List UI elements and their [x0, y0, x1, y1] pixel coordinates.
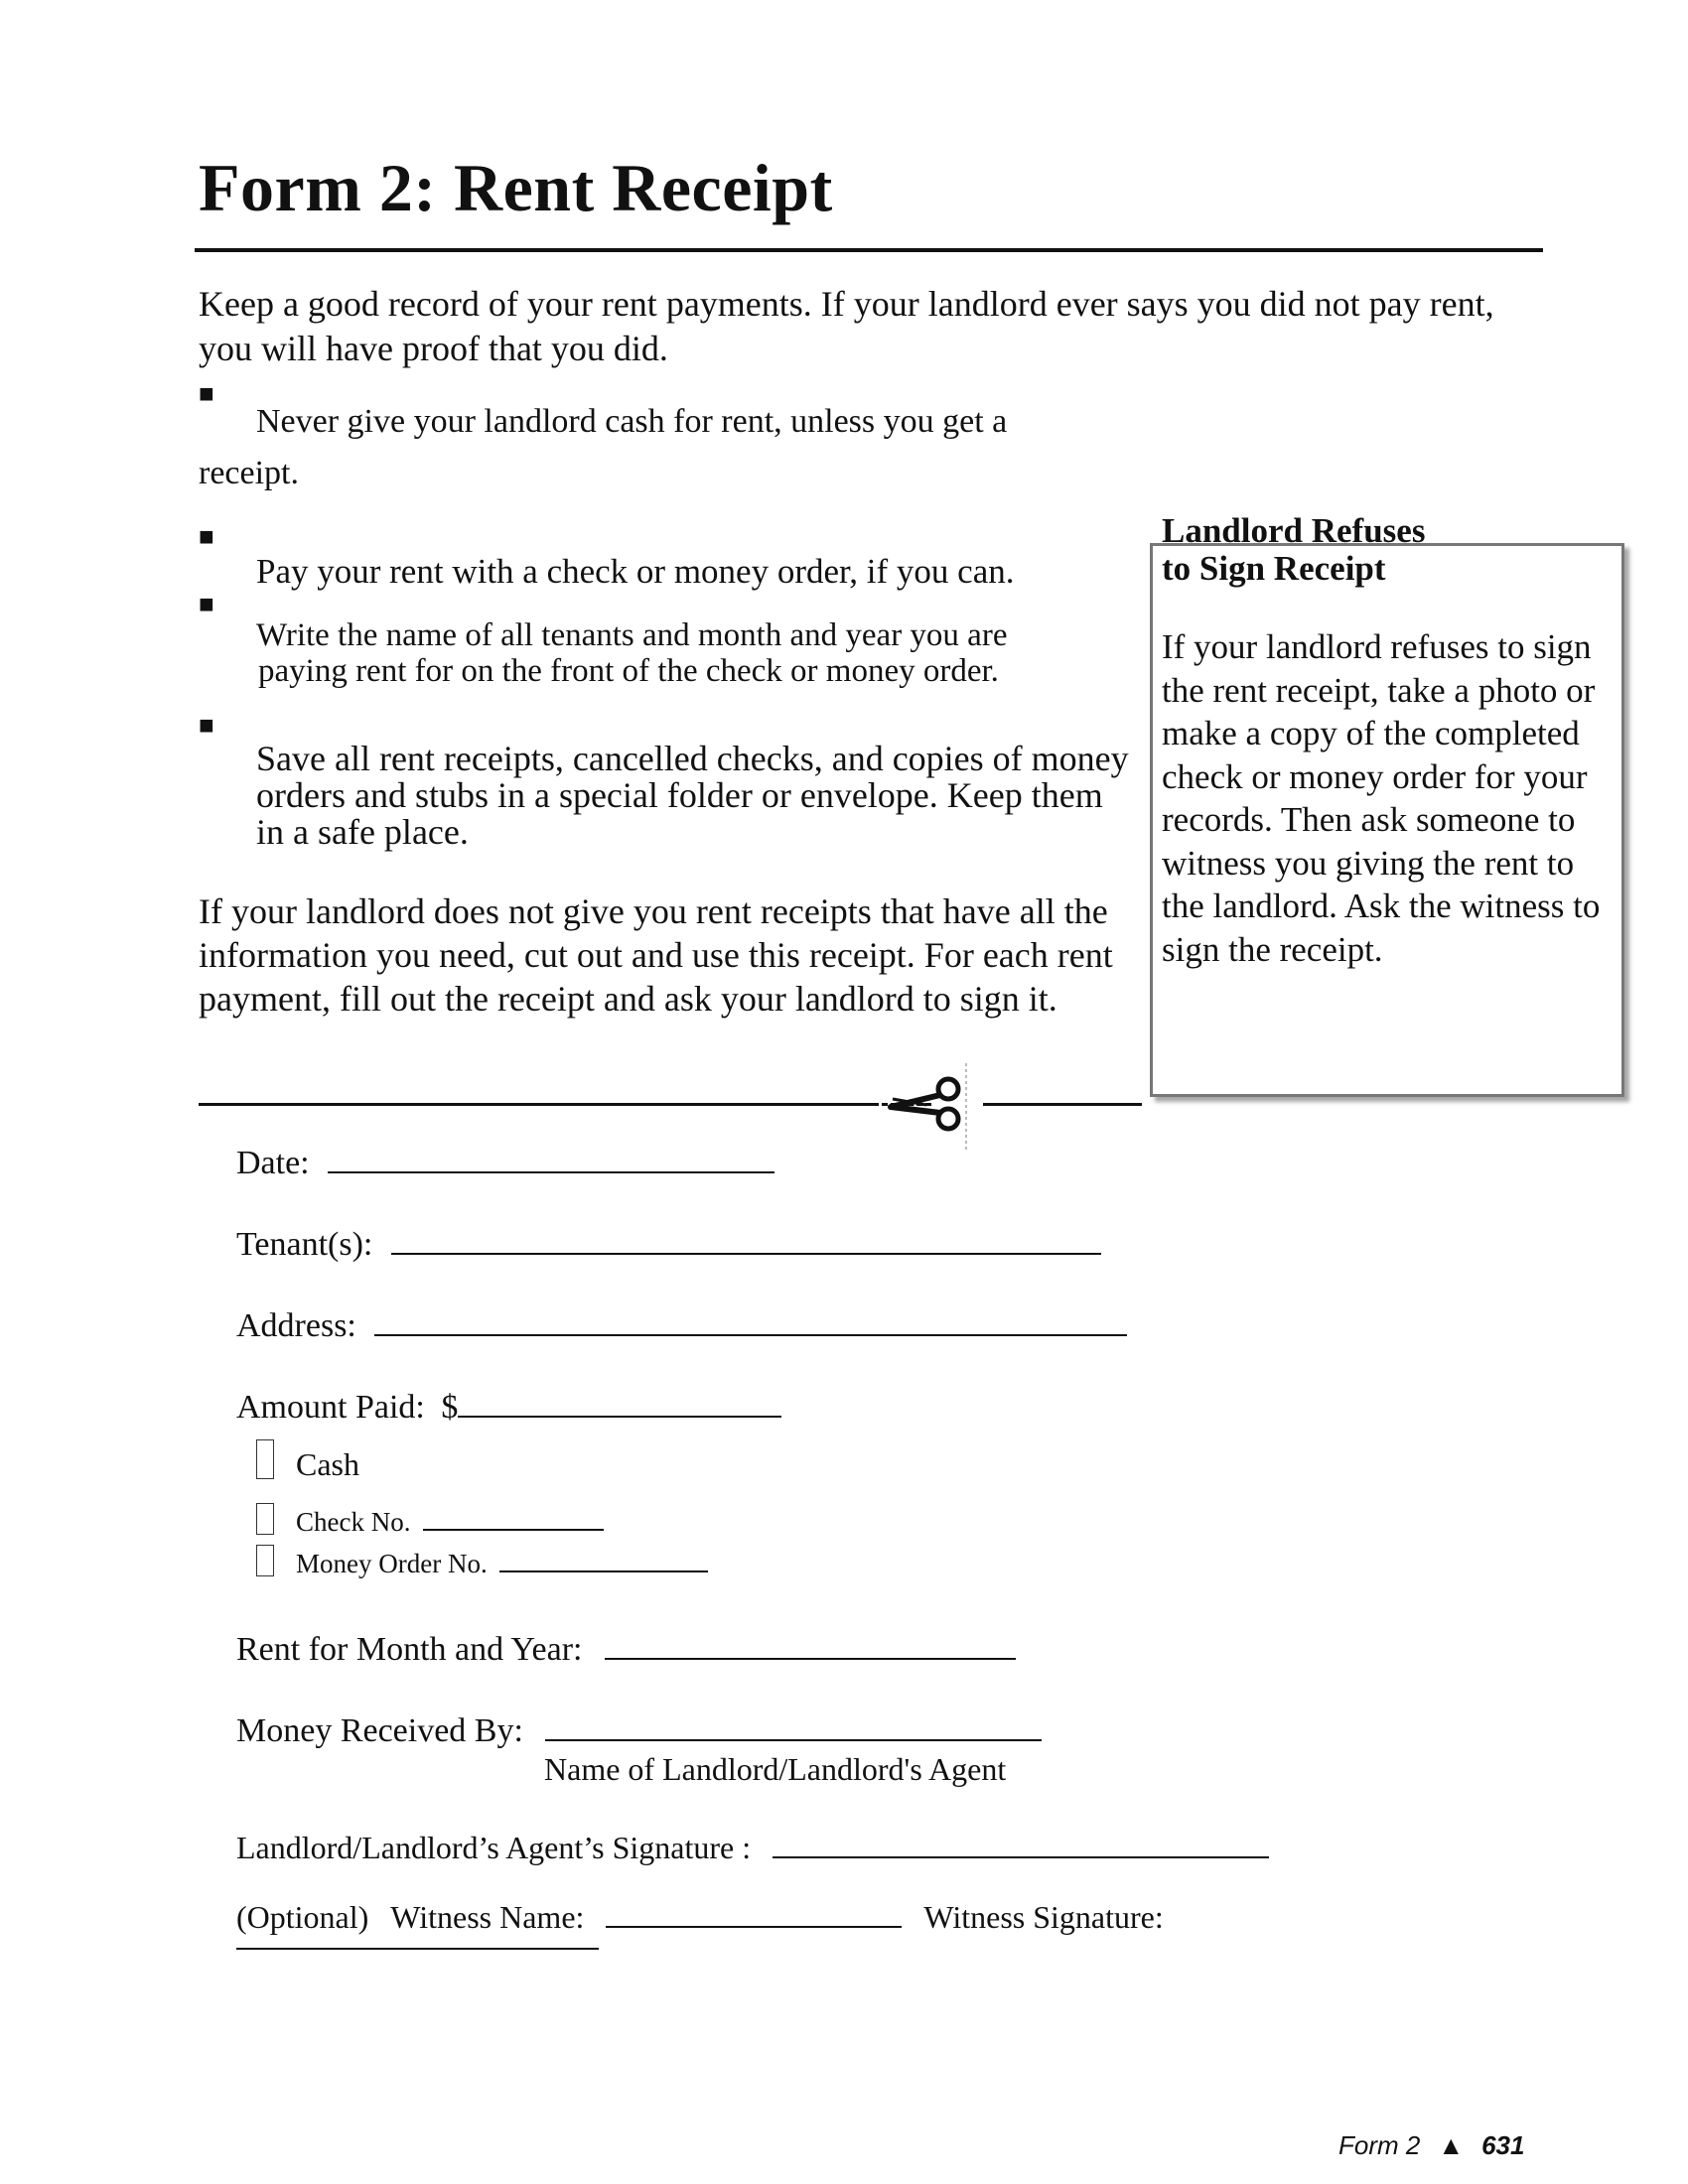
received-by-input-line[interactable] — [545, 1709, 1042, 1741]
money-order-label: Money Order No. — [296, 1549, 488, 1578]
bullet-square-icon: ■ — [199, 522, 214, 551]
sidebar-title-line1: Landlord Refuses — [1162, 511, 1426, 550]
month-year-field — [236, 1628, 1016, 1669]
date-input-line[interactable] — [328, 1142, 774, 1173]
money-order-option — [256, 1545, 708, 1579]
address-field — [236, 1304, 1127, 1345]
currency-symbol: $ — [441, 1389, 459, 1426]
cut-line-right — [983, 1103, 1142, 1106]
month-year-label: Rent for Month and Year: — [236, 1631, 583, 1668]
check-label: Check No. — [296, 1507, 411, 1537]
witness-signature-input-line[interactable] — [236, 1948, 599, 1950]
intro-paragraph: Keep a good record of your rent payments. If your landlord ever says you did not pay rent, you will have proof that you did. — [199, 284, 1494, 368]
month-year-input-line[interactable] — [605, 1628, 1016, 1660]
bullet-save: Save all rent receipts, cancelled checks, and copies of money orders and stubs in a special folder or envelope. Keep them in a safe place. — [256, 739, 1129, 852]
bullet-cash-line1: Never give your landlord cash for rent, unless you get a — [256, 403, 1008, 440]
page-number: 631 — [1481, 2130, 1525, 2160]
bullet-square-icon: ■ — [199, 711, 214, 740]
bullet-names-line1: Write the name of all tenants and month and year you are — [256, 617, 1008, 653]
signature-label: Landlord/Landlord’s Agent’s Signature : — [236, 1830, 752, 1865]
check-number-line[interactable] — [423, 1507, 604, 1531]
instructions-paragraph: If your landlord does not give you rent receipts that have all the information you need, cut out and use this receipt. For each rent payment, fill out the receipt and ask your landlord to sign it. — [199, 891, 1113, 1019]
sidebar-title-line2: to Sign Receipt — [1162, 549, 1386, 588]
tenants-field — [236, 1223, 1101, 1264]
credit-mark — [961, 1058, 971, 1158]
tenants-input-line[interactable] — [391, 1223, 1101, 1255]
page-footer — [1338, 2130, 1524, 2161]
cash-label: Cash — [296, 1446, 359, 1482]
amount-input-line[interactable] — [458, 1386, 781, 1418]
witness-name-label: Witness Name: — [390, 1899, 585, 1935]
received-by-label: Money Received By: — [236, 1712, 523, 1749]
bullet-names-line2: paying rent for on the front of the check or money order. — [258, 653, 999, 689]
amount-field — [236, 1386, 781, 1427]
bullet-square-icon: ■ — [199, 379, 214, 408]
cash-option — [256, 1439, 359, 1483]
received-by-field — [236, 1709, 1042, 1750]
money-order-number-line[interactable] — [499, 1549, 708, 1572]
checkbox-icon[interactable] — [256, 1503, 274, 1535]
witness-optional-label: (Optional) — [236, 1899, 369, 1935]
received-by-caption: Name of Landlord/Landlord's Agent — [544, 1751, 1007, 1787]
witness-signature-label: Witness Signature: — [923, 1899, 1164, 1935]
title-rule — [195, 248, 1543, 252]
tenants-label: Tenant(s): — [236, 1226, 373, 1263]
scissors-icon — [887, 1069, 966, 1139]
date-field — [236, 1142, 774, 1182]
sidebar-text: If your landlord refuses to sign the rent receipt, take a photo or make a copy of the completed check or money order for your records. Then ask someone to witness you giving the rent to the landlord. Ask the witness to sign the receipt. — [1162, 627, 1601, 969]
address-input-line[interactable] — [374, 1304, 1127, 1336]
sidebar-title — [1162, 512, 1609, 588]
signature-input-line[interactable] — [773, 1827, 1269, 1858]
checkbox-icon[interactable] — [256, 1545, 274, 1576]
address-label: Address: — [236, 1307, 356, 1344]
bullet-square-icon: ■ — [199, 590, 214, 618]
signature-field — [236, 1827, 1269, 1866]
bullet-check: Pay your rent with a check or money order, if you can. — [256, 552, 1015, 591]
page-title: Form 2: Rent Receipt — [199, 150, 833, 225]
date-label: Date: — [236, 1145, 310, 1181]
amount-label: Amount Paid: — [236, 1389, 425, 1426]
triangle-up-icon: ▲ — [1438, 2130, 1465, 2160]
cut-line — [199, 1103, 879, 1106]
witness-field — [236, 1896, 1164, 1936]
bullet-cash-line2: receipt. — [199, 455, 299, 491]
checkbox-icon[interactable] — [256, 1439, 274, 1479]
check-option — [256, 1503, 604, 1538]
witness-name-input-line[interactable] — [606, 1896, 902, 1928]
footer-form-label: Form 2 — [1338, 2130, 1421, 2160]
